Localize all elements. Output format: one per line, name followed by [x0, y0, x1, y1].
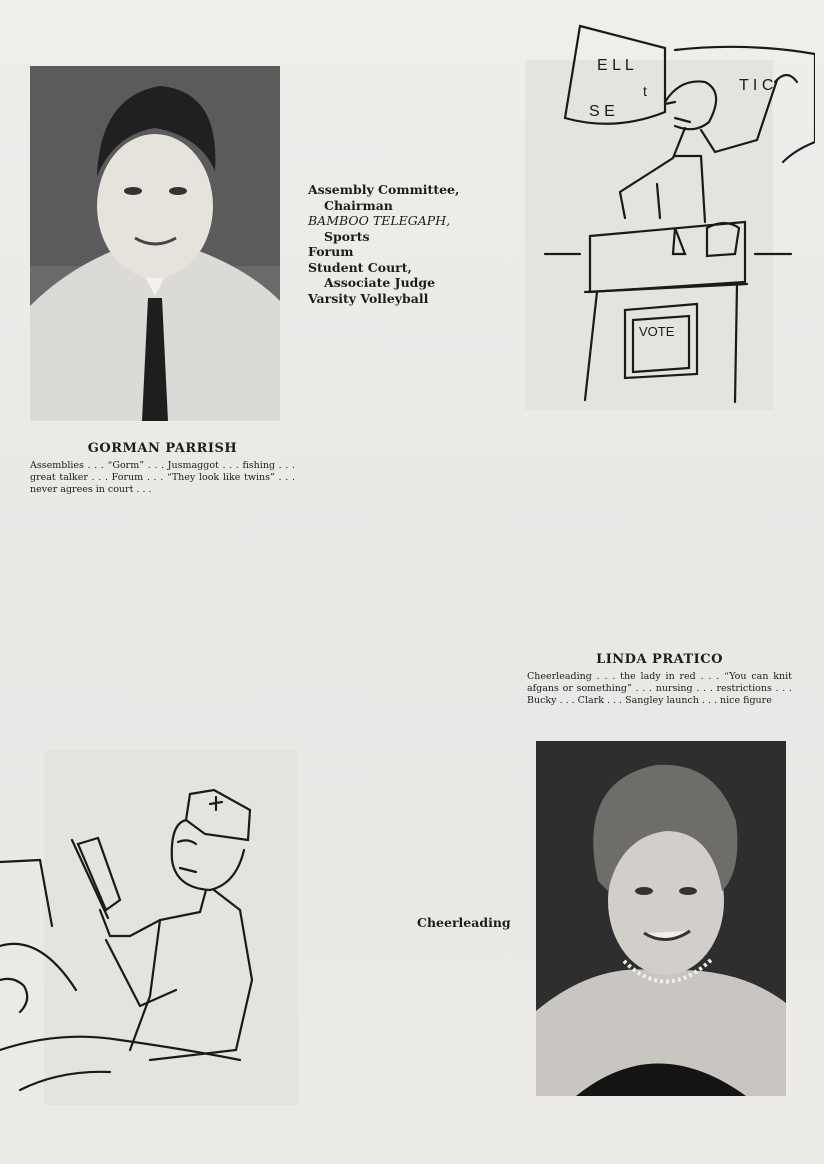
vote-sign-text: VOTE: [639, 324, 675, 339]
portrait-linda-pratico: [536, 741, 786, 1096]
activity-item: Assembly Committee,: [308, 182, 460, 197]
activity-linda-pratico: Cheerleading: [417, 915, 511, 930]
activity-item: Sports: [324, 228, 370, 244]
portrait-gorman-parrish: [30, 66, 280, 421]
activity-item: Varsity Volleyball: [308, 290, 429, 306]
nurse-cartoon: [0, 750, 300, 1110]
activity-item: Student Court,: [308, 259, 412, 275]
activities-gorman-parrish: [308, 182, 459, 306]
activity-item: Forum: [308, 244, 354, 259]
activity-item: Chairman: [324, 197, 393, 213]
banner-letters-se: S E: [589, 103, 615, 120]
name-gorman-parrish: GORMAN PARRISH: [87, 441, 238, 456]
blurb-linda-pratico: Cheerleading . . . the lady in red . . . “You can knit afgans or something” . . . nursing . . . restrictions . . . Bucky . . . Clark . . . Sangley launch . . . nice figure: [527, 671, 792, 706]
name-linda-pratico: LINDA PRATICO: [596, 652, 723, 667]
banner-letters-ell: E L L: [597, 57, 634, 74]
banner-letters-t: t: [643, 83, 647, 99]
blurb-gorman-parrish: Assemblies . . . “Gorm” . . . Jusmaggot . . . fishing . . . great talker . . . Forum . . . “They look like twins” . . . never agrees in court . . .: [30, 460, 295, 495]
election-cartoon: [525, 22, 815, 412]
activity-item: Associate Judge: [324, 275, 436, 290]
banner-letters-tic: T I C: [739, 77, 774, 94]
activity-item: BAMBOO TELEGAPH,: [308, 213, 451, 228]
